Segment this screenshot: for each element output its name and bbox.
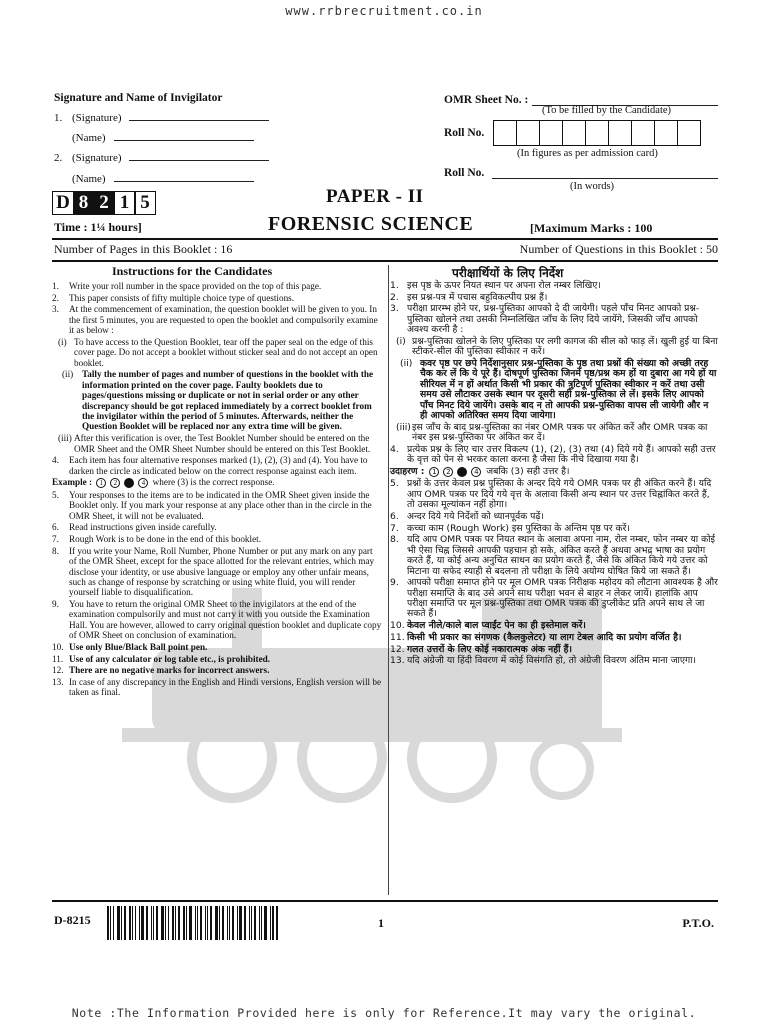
barcode-image [107, 906, 297, 940]
instruction-item [390, 337, 718, 358]
barcode-bar [215, 906, 218, 940]
instruction-text: Use of any calculator or log table etc., is prohibited. [69, 653, 271, 664]
instruction-number: 13. [52, 677, 64, 688]
instruction-text: At the commencement of examination, the question booklet will be given to you. In the first 5 minutes, you are requested to open the booklet and compulsorily examine it as below : [69, 304, 378, 336]
instruction-item [52, 642, 382, 652]
instruction-item [390, 304, 718, 335]
barcode-bar [165, 906, 166, 940]
option-circle-4: 4 [471, 467, 481, 477]
code-char: 8 [73, 191, 95, 215]
barcode-bar [183, 906, 185, 940]
example-note: where (3) is the correct response. [152, 477, 275, 488]
instruction-text: इस प्रश्न-पत्र में पचास बहुविकल्पीय प्रश्न हैं। [407, 291, 548, 303]
roll-number-label: Roll No. [444, 127, 485, 139]
code-char: 5 [134, 191, 156, 215]
divider [52, 238, 718, 240]
omr-sheet-label: OMR Sheet No. : [444, 94, 529, 106]
instruction-item [390, 359, 718, 421]
instruction-item [390, 281, 718, 291]
barcode-bar [156, 906, 158, 940]
instruction-number: 2. [390, 291, 399, 303]
instruction-number: 7. [390, 522, 399, 534]
instruction-number: 3. [390, 303, 399, 315]
barcode-bar [270, 906, 271, 940]
barcode-bar [200, 906, 202, 940]
instruction-item [52, 522, 382, 532]
instruction-text: Tally the number of pages and number of questions in the booklet with the information printed on the cover page. Faulty booklets due to pages/questions missing or duplicate or not in serial order or any other discrepancy should be got replaced immediately by a correct booklet from the invigilator within the period of 5 minutes. Afterwards, neither the Question Booklet will be replaced nor any extra time will be given. [82, 369, 374, 432]
barcode-bar [168, 906, 169, 940]
signature-line [114, 172, 254, 182]
instruction-item [390, 535, 718, 577]
barcode-bar [219, 906, 220, 940]
instruction-text: केवल नीले/काले बाल प्वाईंट पेन का ही इस्तेमाल करें। [407, 620, 586, 632]
questions-count-label: Number of Questions in this Booklet : 50 [519, 242, 718, 256]
instruction-text: प्रश्न-पुस्तिका खोलने के लिए पुस्तिका पर लगी कागज की सील को फाड़ लें। खुली हुई या बिना स्टीकर-सील की पुस्तिका स्वीकार न करें। [412, 335, 718, 358]
booklet-code-boxes [52, 191, 155, 215]
roll-box [631, 120, 655, 146]
question-booklet-cover [52, 88, 718, 950]
signature-row-label: (Signature) [72, 152, 122, 164]
signature-row-label: (Name) [72, 132, 106, 144]
barcode-bar [117, 906, 120, 940]
english-instructions [52, 281, 382, 699]
barcode-bar [141, 906, 144, 940]
barcode-bar [195, 906, 196, 940]
barcode-bar [264, 906, 267, 940]
instruction-text: Each item has four alternative responses marked (1), (2), (3) and (4). You have to darken the circle as indicated below on the correct response against each item. [69, 455, 368, 476]
instruction-number: 4. [52, 455, 59, 466]
instruction-text: यदि अंग्रेजी या हिंदी विवरण में कोई विसंगति हो, तो अंग्रेजी विवरण अंतिम माना जाएगा। [407, 655, 697, 667]
instruction-text: प्रत्येक प्रश्न के लिए चार उत्तर विकल्प (1), (2), (3) तथा (4) दिये गये हैं। आपको सही उत्तर के वृत्त को पेन से भरकर काला करना है जैसा कि नीचे दिखाया गया है। [407, 443, 716, 466]
instruction-text: Write your roll number in the space provided on the top of this page. [69, 281, 322, 291]
barcode-bar [186, 906, 187, 940]
instruction-text: प्रश्नों के उत्तर केवल प्रश्न पुस्तिका के अन्दर दिये गये OMR पत्रक पर ही अंकित करने हैं। यदि आप OMR पत्रक पर दिये गये वृत्त के अलावा किसी अन्य स्थान पर उत्तर चिह्नांकित करते हैं, तो उसका मूल्यांकन नहीं होगा। [407, 478, 712, 511]
english-instructions-title: Instructions for the Candidates [112, 264, 273, 278]
instruction-item [52, 369, 382, 431]
instruction-number: 4. [390, 443, 399, 455]
instruction-number: 7. [52, 534, 59, 545]
instruction-number: 3. [52, 304, 59, 315]
barcode-bar [259, 906, 260, 940]
barcode-bar [110, 906, 111, 940]
instruction-number: 8. [52, 545, 59, 556]
barcode-bar [129, 906, 131, 940]
barcode-bar [135, 906, 136, 940]
instruction-item [52, 546, 382, 598]
instruction-item [390, 423, 718, 444]
barcode-bar [172, 906, 174, 940]
instruction-text: To have access to the Question Booklet, tear off the paper seal on the edge of this cover page. Do not accept a booklet without sticker seal and do not accept an open booklet. [74, 336, 378, 368]
maximum-marks-label: [Maximum Marks : 100 [530, 221, 653, 235]
signature-row-label: (Name) [72, 173, 106, 185]
instruction-text: परीक्षा प्रारम्भ होने पर, प्रश्न-पुस्तिका आपको दे दी जायेगी। पहले पाँच मिनट आपको प्रश्न-पुस्तिका खोलने तथा उसकी निम्नलिखित जाँच के लिए दिये जायेंगे, जिसकी जाँच आपको अवश्य करनी है : [407, 303, 700, 336]
option-circle-2: 2 [443, 467, 453, 477]
example-label: उदाहरण : [390, 465, 425, 477]
code-char: 2 [93, 191, 115, 215]
option-circle-3-filled [457, 467, 467, 477]
instruction-item [390, 633, 718, 643]
hindi-instructions-title: परीक्षार्थियों के लिए निर्देश [452, 266, 564, 280]
barcode-bar [222, 906, 224, 940]
instruction-text: Rough Work is to be done in the end of this booklet. [69, 534, 262, 545]
barcode-bar [251, 906, 252, 940]
instruction-text: इस जाँच के बाद प्रश्न-पुस्तिका का नंबर OMR पत्रक पर अंकित करें और OMR पत्रक का नंबर इस प्रश्न-पुस्तिका पर अंकित कर दें। [412, 421, 708, 444]
instruction-text: अन्दर दिये गये निर्देशों को ध्यानपूर्वक पढ़ें। [407, 510, 545, 522]
barcode-bar [107, 906, 109, 940]
roll-box [539, 120, 563, 146]
barcode-bar [227, 906, 228, 940]
instruction-item [390, 479, 718, 510]
instruction-item [390, 621, 718, 631]
barcode-bar [249, 906, 250, 940]
signature-row-number: 2. [54, 152, 63, 164]
barcode-bar [232, 906, 234, 940]
instruction-item [390, 512, 718, 522]
barcode-bar [113, 906, 114, 940]
instruction-number: 1. [390, 280, 399, 291]
site-header-url: www.rrbrecruitment.co.in [285, 4, 483, 18]
pages-count-label: Number of Pages in this Booklet : 16 [54, 242, 233, 256]
instruction-number: 11. [390, 631, 405, 643]
signature-row [54, 172, 254, 185]
instruction-number: 9. [52, 599, 59, 610]
instruction-number: 9. [390, 577, 399, 589]
instruction-item [390, 445, 718, 466]
instruction-item [390, 656, 718, 666]
instruction-text: After this verification is over, the Test Booklet Number should be entered on the OMR Sheet and the OMR Sheet Number should be entered on this Test Booklet. [74, 433, 371, 454]
example-line [390, 467, 718, 477]
divider [52, 260, 718, 262]
option-circle-1: 1 [96, 478, 106, 488]
instruction-number: 2. [52, 292, 59, 303]
instruction-item [52, 599, 382, 641]
instruction-number: 12. [52, 665, 64, 676]
instruction-text: यदि आप OMR पत्रक पर नियत स्थान के अलावा अपना नाम, रोल नम्बर, फोन नम्बर या कोई भी ऐसा चिह्न जिससे आपकी पहचान हो सके, अंकित करते हैं अथवा अभद्र भाषा का प्रयोग करते हैं, या कोई अन्य अनुचित साधन का प्रयोग करते हैं, जैसे कि अंकित किये गये उत्तर को मिटाना या सफेद स्याही से बदलना तो परीक्षा के लिये अयोग्य घोषित किये जा सकते हैं। [407, 534, 716, 577]
invigilator-title: Signature and Name of Invigilator [54, 92, 223, 104]
instruction-text: कच्चा काम (Rough Work) इस पुस्तिका के अन्तिम पृष्ठ पर करें। [407, 522, 630, 534]
instruction-number: 5. [52, 489, 59, 500]
instruction-text: कवर पृष्ठ पर छपे निर्देशानुसार प्रश्न-पुस्तिका के पृष्ठ तथा प्रश्नों की संख्या को अच्छी तरह चैक कर लें कि ये पूरे हैं। दोषपूर्ण पुस्तिका जिनमें पृष्ठ/प्रश्न कम हों या दुबारा आ गये हों या सीरियल में न हों अर्थात किसी भी प्रकार की त्रुटिपूर्ण पुस्तिका स्वीकार न करें तथा उसी समय उसे लौटाकर उसके स्थान पर दूसरी सही प्रश्न-पुस्तिका ले लें। इसके लिए आपको पाँच मिनट दिये जायेंगे। उसके बाद न तो आपकी प्रश्न-पुस्तिका वापस ली जायेगी और न ही आपको अतिरिक्त समय दिया जायेगा। [420, 358, 717, 422]
option-circle-2: 2 [110, 478, 120, 488]
instruction-item [390, 578, 718, 620]
instruction-number: 12. [390, 643, 405, 655]
instruction-text: There are no negative marks for incorrect answers. [69, 665, 270, 676]
roll-box [608, 120, 632, 146]
instruction-number: (i) [396, 335, 406, 347]
barcode-bar [153, 906, 154, 940]
barcode-bar [229, 906, 230, 940]
instruction-item [52, 665, 382, 675]
hindi-instructions [390, 281, 718, 668]
site-footer-note: Note :The Information Provided here is only for Reference.It may vary the original. [71, 1006, 697, 1020]
option-circle-4: 4 [138, 478, 148, 488]
instruction-number: (ii) [400, 358, 413, 370]
instruction-item [52, 433, 382, 454]
roll-box [585, 120, 609, 146]
barcode-bar [207, 906, 208, 940]
code-char: D [52, 191, 74, 215]
roll-box [562, 120, 586, 146]
instruction-number: 5. [390, 478, 399, 490]
instruction-text: किसी भी प्रकार का संगणक (कैलकुलेटर) या लाग टेबल आदि का प्रयोग वर्जित है। [407, 631, 682, 643]
instruction-number: 6. [390, 510, 399, 522]
omr-sheet-note: (To be filled by the Candidate) [542, 105, 672, 116]
barcode-bar [161, 906, 164, 940]
instruction-text: Use only Blue/Black Ball point pen. [69, 641, 208, 652]
instruction-number: (iii) [396, 421, 411, 433]
instruction-text: आपको परीक्षा समाप्त होने पर मूल OMR पत्रक निरीक्षक महोदय को लौटाना आवश्यक है और परीक्षा समाप्ति के बाद उसे अपने साथ परीक्षा भवन से बाहर न लेकर जायें। हालांकि आप परीक्षा समाप्ति पर मूल प्रश्न-पुस्तिका तथा OMR पत्रक की डुप्लीकेट प्रति अपने साथ ले जा सकते हैं। [407, 577, 718, 620]
signature-row-label: (Signature) [72, 112, 122, 124]
instruction-number: 10. [52, 641, 64, 652]
instruction-number: (iii) [58, 433, 72, 444]
instruction-item [52, 455, 382, 476]
instruction-item [52, 677, 382, 698]
page-number: 1 [378, 916, 384, 930]
instruction-text: This paper consists of fifty multiple choice type of questions. [69, 292, 295, 303]
barcode-bar [151, 906, 152, 940]
code-char: 1 [114, 191, 136, 215]
instruction-number: 13. [390, 655, 405, 667]
roll-box [493, 120, 517, 146]
roll-words-line [492, 178, 718, 179]
barcode-bar [139, 906, 140, 940]
instruction-item [390, 293, 718, 303]
booklet-code-footer: D-8215 [54, 913, 91, 927]
barcode-bar [239, 906, 242, 940]
instruction-item [52, 304, 382, 335]
barcode-bar [146, 906, 148, 940]
example-note: जबकि (3) सही उत्तर है। [486, 465, 570, 477]
instruction-item [52, 337, 382, 368]
instruction-text: You have to return the original OMR Sheet to the invigilators at the end of the examination compulsorily and must not carry it with you outside the Examination Hall. You are however, allowed to carry original question booklet and duplicate copy of OMR Sheet on conclusion of examination. [69, 599, 382, 641]
instruction-item [52, 490, 382, 521]
roll-box [516, 120, 540, 146]
instruction-item [390, 524, 718, 534]
signature-row [54, 151, 269, 164]
instruction-text: इस पृष्ठ के ऊपर नियत स्थान पर अपना रोल नम्बर लिखिए। [407, 280, 601, 291]
instruction-text: गलत उत्तरों के लिए कोई नकारात्मक अंक नहीं हैं। [407, 643, 573, 655]
instruction-number: 10. [390, 620, 405, 632]
barcode-bar [178, 906, 180, 940]
barcode-bar [124, 906, 126, 940]
instruction-item [390, 645, 718, 655]
paper-title: PAPER - II [326, 186, 424, 207]
signature-row [54, 111, 269, 124]
roll-box [677, 120, 701, 146]
instruction-item [52, 281, 382, 291]
pto-label: P.T.O. [682, 916, 714, 930]
roll-number-note: (In figures as per admission card) [517, 148, 658, 159]
divider [52, 900, 718, 902]
example-label: Example : [52, 477, 93, 488]
time-label: Time : 1¼ hours] [54, 220, 142, 234]
instruction-text: Read instructions given inside carefully. [69, 522, 217, 533]
subject-title: FORENSIC SCIENCE [268, 213, 474, 235]
barcode-bar [210, 906, 212, 940]
option-circle-3-filled [124, 478, 134, 488]
barcode-bar [175, 906, 176, 940]
signature-line [129, 151, 269, 161]
signature-line [114, 131, 254, 141]
instruction-number: 6. [52, 522, 59, 533]
barcode-bar [261, 906, 262, 940]
signature-row-number: 1. [54, 112, 63, 124]
barcode-bar [197, 906, 198, 940]
instruction-item [52, 654, 382, 664]
instruction-number: 8. [390, 534, 399, 546]
roll-words-label: Roll No. [444, 167, 485, 179]
barcode-bar [189, 906, 192, 940]
roll-number-boxes [493, 120, 700, 146]
instruction-item [52, 293, 382, 303]
instruction-text: In case of any discrepancy in the English and Hindi versions, English version will be taken as final. [69, 677, 382, 698]
barcode-bar [205, 906, 206, 940]
barcode-bar [244, 906, 246, 940]
instruction-text: Your responses to the items are to be indicated in the OMR Sheet given inside the Booklet only. If you mark your response at any place other than in the circle in the OMR Sheet, it will not be evaluated. [69, 489, 372, 521]
roll-words-note: (In words) [570, 181, 615, 192]
instruction-number: 11. [52, 653, 64, 664]
signature-line [129, 111, 269, 121]
barcode-bar [276, 906, 278, 940]
signature-row [54, 131, 254, 144]
instruction-number: 1. [52, 281, 59, 291]
option-circle-1: 1 [429, 467, 439, 477]
barcode-bar [237, 906, 238, 940]
barcode-bar [132, 906, 133, 940]
roll-box [654, 120, 678, 146]
barcode-bar [272, 906, 274, 940]
example-line [52, 477, 382, 487]
barcode-bar [121, 906, 122, 940]
instruction-number: (ii) [62, 369, 74, 380]
barcode-bar [254, 906, 256, 940]
instruction-number: (i) [58, 336, 67, 347]
instruction-item [52, 534, 382, 544]
instruction-text: If you write your Name, Roll Number, Phone Number or put any mark on any part of the OMR Sheet, except for the space allotted for the relevant entries, which may disclose your identity, or use abusive language or employ any other unfair means, such as change of response by scratching or using white fluid, you will render yourself liable to disqualification. [69, 545, 375, 598]
